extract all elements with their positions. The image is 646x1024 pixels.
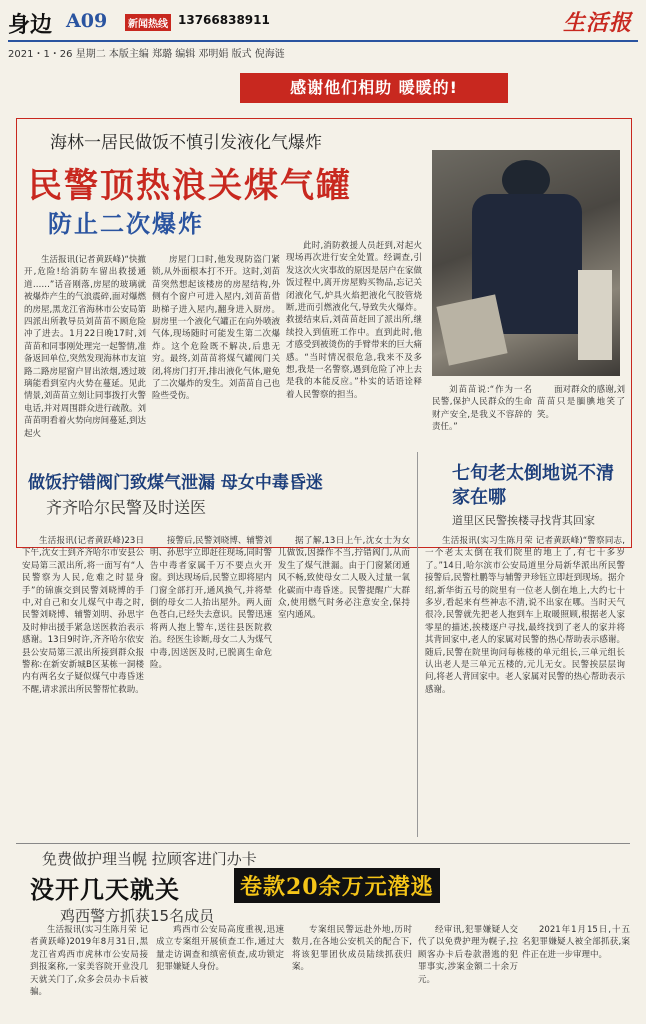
story4-subkicker: 鸡西警方抓获15名成员: [60, 907, 215, 925]
story1-column: 此时,消防救援人员赶到,对起火现场再次进行安全处置。经调查,引发这次火灾事故的原因是居户在家做饭过程中,离开房屋购买物品,忘记关闭液化气,炉具火焰把液化气胶管烧断,进而引燃液化气,导致失火爆炸。救援结束后,刘苗苗赶回了派出所,继续投入到值班工作中。直到此时,他才感受到被烫伤的手臂带来的巨大痛感。“当时情况很危急,我来不及多想,我是一名警察,遇到危险了冲上去是我的本能反应。”朴实的话语诠释着人民警察的担当。: [286, 241, 422, 400]
column-divider: [417, 452, 418, 837]
story2-headline: 做饭拧错阀门致煤气泄漏 母女中毒昏迷: [28, 473, 323, 493]
story4-kicker: 免费做护理当幌 拉顾客进门办卡: [42, 850, 257, 868]
story2-kicker: 齐齐哈尔民警及时送医: [46, 498, 207, 517]
story3-body: 生活报讯(实习生陈月荣 记者黄跃峰)“警察同志,一个老太太倒在我们院里的地上了,有七十多岁了。”14日,哈尔滨市公安局道里分局新华派出所民警接警后,民警杜鹏等与辅警尹珍钰立即赶到现场。据介绍,新华街五号的院里有一位老人倒在地上,大约七十多岁,看起来有些神志不清,说不出家在哪。当时天气很冷,民警就先把老人抱到车上取暖照顾,根据老人家零星的描述,挨楼逐户寻找,最终找到了老人的家并将其背回家中,老人的家属对民警的热心帮助表示感谢。随后,民警在院里询问每栋楼的单元组长,三单元组长认出老人是三单元五楼的,元儿无女。民警挨层层询问,将老人背回家中。老人家属对民警的热心帮助表示感谢。: [425, 536, 625, 695]
hotline-phone: 13766838911: [178, 13, 270, 27]
story2-column: 据了解,13日上午,沈女士为女儿做饭,因操作不当,拧错阀门,从而发生了煤气泄漏。由于门窗紧闭通风不畅,致使母女二人吸入过量一氧化碳而中毒昏迷。民警提醒广大群众,使用燃气时务必注意安全,保持室内通风。: [278, 536, 410, 621]
story1-subheadline: 防止二次爆炸: [48, 209, 204, 238]
story4-column: 鸡西市公安局高度重视,迅速成立专案组开展侦查工作,通过大量走访调查和缜密侦查,成功锁定犯罪嫌疑人身份。: [156, 925, 284, 973]
header-rule: [8, 40, 638, 42]
newspaper-logo: 生活报: [562, 10, 632, 36]
section-name: 身边: [8, 12, 53, 38]
story1-photo: [432, 150, 620, 376]
story3-kicker: 道里区民警挨楼寻找背其回家: [452, 514, 595, 527]
story2-column: 接警后,民警刘晓博、辅警刘明、孙思宇立即赶往现场,同时警告中毒者家属千万不要点火开窗。到达现场后,民警立即将屋内门窗全部打开,通风换气,并将晕倒的母女二人抬出屋外。两人面色苍白,已经失去意识。民警迅速将两人抱上警车,送往县医院救治。经医生诊断,母女二人为煤气中毒,因送医及时,已脱离生命危险。: [150, 536, 272, 671]
section-banner: 感谢他们相助 暖暖的!: [240, 73, 508, 103]
story2-column: 生活报讯(记者黄跃峰)23日下午,沈女士到齐齐哈尔市安县公安局第三派出所,将一面写有“人民警察为人民,危难之时显身手”的锦旗交到民警刘晓博的手中,对自己和女儿煤气中毒之时,民警刘晓博、辅警刘明、孙思宇及时伸出援手紧急送医救治表示感谢。13日9时许,齐齐哈尔依安县公安局第三派出所接到群众报警称:在新安新城B区某栋一洞楼内有两名女子疑似煤气中毒昏迷不醒,请求派出所民警帮忙救助。: [22, 536, 144, 695]
story1-column: 房屋门口时,他发现防盗门紧锁,从外面根本打不开。这时,刘苗苗突然想起该楼房的房屋结构,外侧有个窗户可进入屋内,刘苗苗借助梯子进入屋内,翻身进入厨房。厨房里一个液化气罐正在向外喷液气体,现场随时可能发生第二次爆炸。这个危险既不解决,后患无穷。最终,刘苗苗将煤气罐阀门关闭,将房门打开,排出液化气体,避免了二次爆炸的发生。刘苗苗自己也险些受伤。: [152, 255, 280, 402]
story4-headline-highlight: 卷款20余万元潜逃: [234, 868, 440, 903]
story3-headline: 七旬老太倒地说不清家在哪: [452, 463, 614, 508]
story1-column: 生活报讯(记者黄跃峰)“快撤开,危险!给消防车留出救援通道……”话音刚落,房屋的玻璃就被爆炸产生的气浪震碎,面对爆燃的房屋,黑龙江省海林市公安局第四派出所教导员刘苗苗不顾危险冲了进去。1月22日晚17时,刘苗苗和同事刚处理完一起警情,准备返回单位,突然发现海林市友谊路二路房屋窗户冒出浓烟,透过玻璃能看到室内火势在蔓延。见此情景,刘苗苗立刻让同事拨打火警电话,并对周围群众进行疏散。刘苗苗明看着火势向房间蔓延,到达起火: [24, 255, 146, 439]
story1-column: 刘苗苗说:“作为一名民警,保护人民群众的生命财产安全,是我义不容辞的责任。”: [432, 385, 532, 433]
story4-headline: 没开几天就关: [30, 875, 180, 904]
story4-column: 2021年1月15日,十五名犯罪嫌疑人被全部抓获,案件正在进一步审理中。: [522, 925, 630, 960]
story1-kicker: 海林一居民做饭不慎引发液化气爆炸: [50, 133, 322, 153]
story4-column: 生活报讯(实习生陈月荣 记者黄跃峰)2019年8月31日,黑龙江省鸡西市虎林市公安局接到报案称,一家美容院开业没几天就关门了,众多会员办卡后被骗。: [30, 925, 148, 998]
dateline: 2021・1・26 星期二 本版主编 郑璐 编辑 邓明娟 版式 倪海涟: [8, 49, 285, 60]
hotline-label: 新闻热线: [125, 14, 171, 31]
story4-column: 专案组民警远赴外地,历时数月,在各地公安机关的配合下,将该犯罪团伙成员陆续抓获归案。: [292, 925, 412, 973]
story4-column: 经审讯,犯罪嫌疑人交代了以免费护理为幌子,拉顾客办卡后卷款潜逃的犯罪事实,涉案金额二十余万元。: [418, 925, 518, 985]
page-number: A09: [66, 10, 108, 32]
story-separator: [16, 843, 630, 844]
story1-column: 面对群众的感谢,刘苗苗只是腼腆地笑了笑。: [537, 385, 625, 420]
story1-headline: 民警顶热浪关煤气罐: [28, 166, 352, 206]
